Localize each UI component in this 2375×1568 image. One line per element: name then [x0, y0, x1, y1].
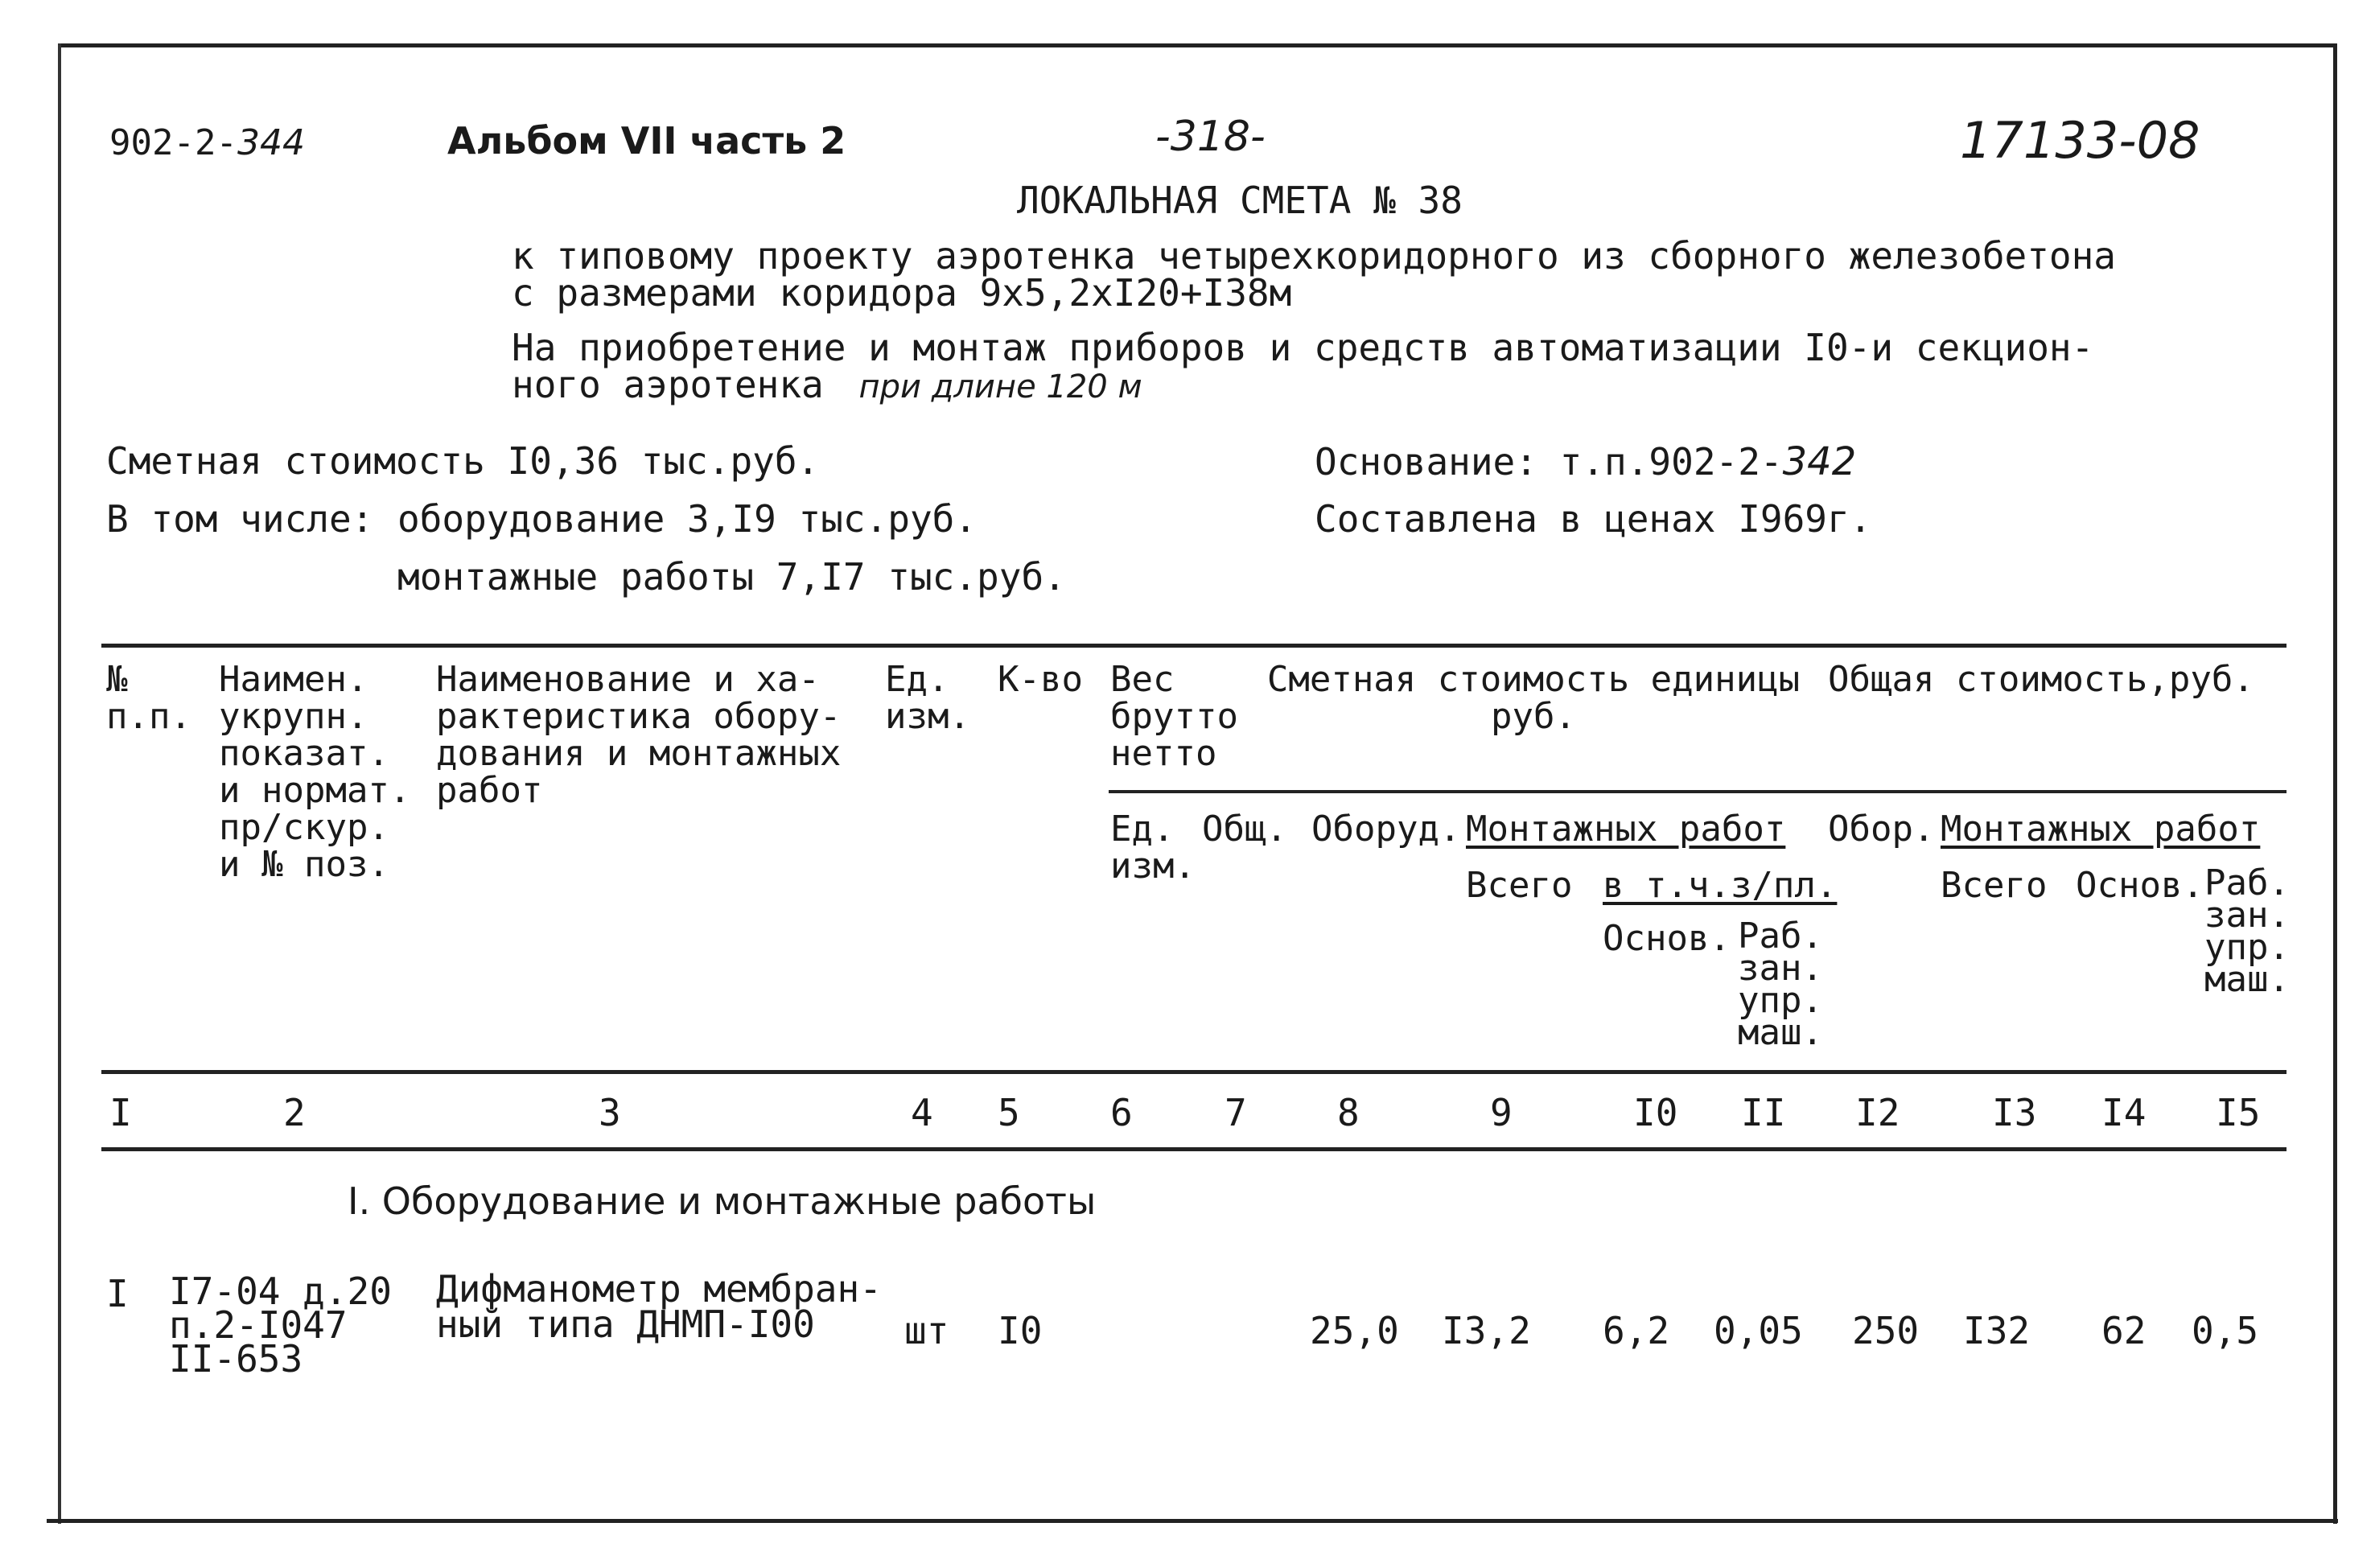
frame-top-border: [60, 43, 2336, 47]
row-total-equipment: 250: [1852, 1309, 1920, 1352]
header-col-4: Ед. изм.: [885, 659, 970, 737]
page-number: -318-: [1155, 113, 1266, 161]
including-label: В том числе:: [106, 497, 374, 541]
row-code: I7-04 д.20 п.2-I047 II-653: [169, 1270, 392, 1381]
subtitle-line-2: с размерами коридора 9х5,2хI20+I38м: [512, 271, 1292, 315]
estimate-cost-label: Сметная стоимость: [106, 439, 485, 483]
header-col-1: № п.п.: [106, 659, 191, 737]
header-weight: Вес брутто нетто: [1110, 659, 1238, 774]
equipment-cost: оборудование 3,I9 тыс.руб.: [397, 497, 978, 541]
row-unit: шт: [904, 1309, 949, 1352]
subtitle-line-3: На приобретение и монтаж приборов и средств автоматизации I0-и секцион-: [512, 326, 2094, 369]
row-unit-install-total: I3,2: [1442, 1309, 1531, 1352]
frame-left-border: [58, 43, 61, 1524]
table-header-bottom-rule: [101, 1070, 2287, 1074]
column-number: 4: [911, 1091, 933, 1134]
row-total-basic: 62: [2101, 1309, 2147, 1352]
row-unit-install-basic: 6,2: [1603, 1309, 1670, 1352]
section-title: I. Оборудование и монтажные работы: [348, 1179, 1097, 1223]
column-number: 2: [283, 1091, 306, 1134]
header-total-total: Всего: [1941, 865, 2048, 906]
column-number: I4: [2101, 1091, 2147, 1134]
row-name: Дифманометр мембран- ный типа ДНМП-I00: [436, 1267, 882, 1346]
frame-right-border: [2333, 43, 2337, 1524]
column-number: I0: [1633, 1091, 1678, 1134]
row-qty: I0: [998, 1309, 1043, 1352]
column-number: II: [1741, 1091, 1786, 1134]
basis-printed: т.п.902-2-: [1559, 440, 1783, 484]
column-number: I3: [1992, 1091, 2037, 1134]
header-unit-cost-group: Сметная стоимость единицы руб.: [1266, 659, 1801, 737]
estimate-cost: [106, 439, 819, 483]
estimate-cost-value: I0,36 тыс.руб.: [507, 439, 820, 483]
column-number: 3: [599, 1091, 621, 1134]
basis-handwritten: 342: [1782, 439, 1857, 484]
header-total-cost-group: Общая стоимость,руб.: [1828, 659, 2254, 700]
subtitle-line-4-printed: ного аэротенка: [512, 363, 824, 406]
header-unit-basic: Основ.: [1603, 918, 1731, 959]
subtitle-line-1: к типовому проекту аэротенка четырехкоридорного из сборного железобетона: [512, 234, 2116, 278]
header-total-machine: Раб. зан. упр. маш.: [2204, 862, 2290, 1000]
column-number: I5: [2216, 1091, 2261, 1134]
header-total-equipment: Обор.: [1828, 809, 1935, 850]
header-total-basic: Основ.: [2076, 865, 2204, 906]
header-unit-incl-wages: в т.ч.з/пл.: [1603, 865, 1838, 906]
header-col-5: К-во: [998, 659, 1083, 700]
column-number: 6: [1110, 1091, 1133, 1134]
document-number: 17133-08: [1960, 111, 2200, 170]
row-unit-install-machine: 0,05: [1714, 1309, 1803, 1352]
installation-cost: монтажные работы 7,I7 тыс.руб.: [397, 555, 1066, 599]
row-number: I: [106, 1272, 129, 1315]
basis-label: Основание:: [1315, 440, 1537, 484]
frame-bottom-border: [47, 1519, 2338, 1523]
column-number: I2: [1855, 1091, 1900, 1134]
header-weight-unit: Ед. изм.: [1110, 809, 1196, 887]
header-unit-machine: Раб. зан. упр. маш.: [1738, 916, 1823, 1053]
column-number: 7: [1225, 1091, 1247, 1134]
project-code-printed: 902-2-: [109, 122, 237, 163]
subtitle-line-4-handwritten: при длине 120 м: [858, 368, 1142, 405]
table-subheader-rule: [1109, 790, 2287, 793]
header-col-2: Наимен. укрупн. показат. и нормат. пр/скур. и № поз.: [219, 659, 411, 885]
column-number: I: [109, 1091, 132, 1134]
header-unit-install-group: Монтажных работ: [1466, 809, 1786, 850]
page-title: ЛОКАЛЬНАЯ СМЕТА № 38: [1017, 179, 1463, 222]
column-number: 9: [1490, 1091, 1513, 1134]
column-numbers-rule: [101, 1147, 2287, 1151]
header-total-install-group: Монтажных работ: [1941, 809, 2261, 850]
column-number: 5: [998, 1091, 1020, 1134]
header-col-3: Наименование и ха- рактеристика обору- дования и монтажных работ: [436, 659, 842, 811]
header-unit-equipment: Оборуд.: [1311, 809, 1461, 850]
header-unit-total: Всего: [1466, 865, 1573, 906]
column-number: 8: [1337, 1091, 1360, 1134]
header-weight-total: Общ.: [1202, 809, 1287, 850]
project-code-handwritten: 344: [237, 122, 305, 163]
row-unit-equipment: 25,0: [1310, 1309, 1399, 1352]
row-total-machine: 0,5: [2192, 1309, 2259, 1352]
subtitle-line-4: [512, 363, 1142, 406]
row-total-install: I32: [1963, 1309, 2031, 1352]
table-top-rule: [101, 644, 2287, 648]
price-basis: Составлена в ценах I969г.: [1315, 497, 1872, 541]
basis: [1315, 439, 1856, 484]
project-code: [109, 122, 305, 163]
album-label: Альбом VII часть 2: [447, 119, 846, 163]
